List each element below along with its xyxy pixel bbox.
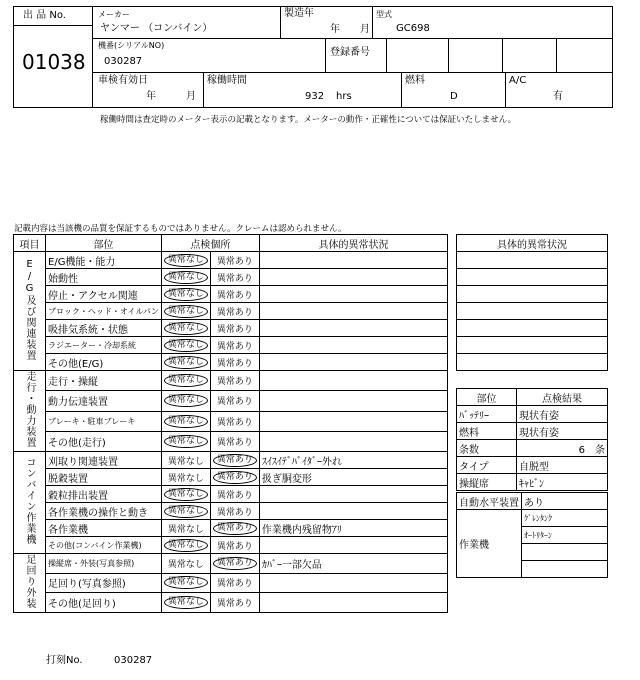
group-label <box>14 252 46 371</box>
group-label <box>14 452 46 554</box>
inspection-table <box>13 234 448 613</box>
lot-number: 01038 <box>22 50 86 74</box>
ok-option <box>161 354 210 371</box>
result-row <box>457 440 608 457</box>
result-header-result: 点検結果 <box>517 389 608 406</box>
part-name: ラジエーター・冷却系統 <box>46 337 162 354</box>
result-value: ｷｬﾋﾞﾝ <box>517 474 608 491</box>
ok-option <box>161 252 210 269</box>
ng-label: 異常あり <box>216 290 253 301</box>
ok-option <box>161 486 210 503</box>
detail-text <box>259 354 447 371</box>
ng-label: 異常あり <box>216 273 253 284</box>
ng-option <box>210 593 259 613</box>
ng-label: 異常あり <box>213 522 257 535</box>
ok-label: 異常なし <box>164 596 208 609</box>
inspection-row <box>14 252 448 269</box>
ok-label: 異常なし <box>164 322 208 335</box>
ng-label: 異常あり <box>216 307 253 318</box>
ok-option <box>161 320 210 337</box>
detail-text <box>259 269 447 286</box>
work-table <box>456 492 608 578</box>
hours-unit: hrs <box>336 91 352 102</box>
auto-level-label: 自動水平装置 <box>457 493 522 510</box>
ng-option <box>210 337 259 354</box>
work-item: ｸﾞﾚﾝﾀﾝｸ <box>522 510 608 527</box>
ok-label: 異常なし <box>164 415 208 428</box>
inspection-row <box>14 391 448 411</box>
part-name: 動力伝達装置 <box>46 391 162 411</box>
inspect-unit: 年 月 <box>146 91 196 102</box>
inspection-row <box>14 469 448 486</box>
right-detail-blank-row <box>457 252 608 269</box>
detail-text <box>259 337 447 354</box>
inspection-row <box>14 269 448 286</box>
ng-label: 異常あり <box>216 256 253 267</box>
ok-label: 異常なし <box>164 576 208 589</box>
fuel-label: 燃料 <box>405 75 425 86</box>
col-detail-header: 具体的異常状況 <box>259 235 447 252</box>
model-label: 型式 <box>376 10 392 19</box>
col-point-header: 点検個所 <box>161 235 259 252</box>
stamp-label: 打刻No. <box>46 655 83 666</box>
detail-text <box>259 486 447 503</box>
group-name: 走行・動力装置 <box>24 371 35 448</box>
right-detail-blank-row <box>457 337 608 354</box>
ok-label: 異常なし <box>164 394 208 407</box>
part-name: 穀粒排出装置 <box>46 486 162 503</box>
detail-text <box>259 573 447 593</box>
serial-value: 030287 <box>104 56 143 67</box>
part-name: 吸排気系統・状態 <box>46 320 162 337</box>
result-row <box>457 406 608 423</box>
ng-label: 異常あり <box>216 541 253 552</box>
ok-option <box>161 303 210 320</box>
part-name: その他(走行) <box>46 431 162 451</box>
part-name: 刈取り関連装置 <box>46 452 162 469</box>
part-name: その他(足回り) <box>46 593 162 613</box>
detail-text <box>259 320 447 337</box>
meter-note: 稼働時間は査定時のメーター表示の記載となります。メーターの動作・正確性については保証いたしません。 <box>100 115 517 125</box>
reg-label: 登録番号 <box>330 47 370 58</box>
detail-text <box>259 286 447 303</box>
ng-option <box>210 503 259 520</box>
part-name: ブレーキ・駐車ブレーキ <box>46 411 162 431</box>
ok-label: 異常なし <box>164 374 208 387</box>
ng-option <box>210 486 259 503</box>
work-label: 作業機 <box>457 510 522 578</box>
ng-option <box>210 520 259 537</box>
ok-option <box>161 391 210 411</box>
ng-option <box>210 269 259 286</box>
group-label <box>14 371 46 452</box>
result-part: 条数 <box>457 440 517 457</box>
quality-note: 記載内容は当該機の品質を保証するものではありません。クレームは認められません。 <box>14 224 347 234</box>
ng-option <box>210 554 259 574</box>
ng-option <box>210 354 259 371</box>
ng-option <box>210 452 259 469</box>
ng-label: 異常あり <box>216 341 253 352</box>
ok-label: 異常なし <box>164 288 208 301</box>
inspection-row <box>14 371 448 391</box>
part-name: 始動性 <box>46 269 162 286</box>
inspect-label: 車検有効日 <box>98 75 148 86</box>
detail-text <box>259 303 447 320</box>
inspection-row <box>14 303 448 320</box>
part-name: 脱穀装置 <box>46 469 162 486</box>
result-value: 6 条 <box>517 440 608 457</box>
col-part-header: 部位 <box>46 235 162 252</box>
ng-option <box>210 469 259 486</box>
ok-option <box>161 573 210 593</box>
detail-text <box>259 431 447 451</box>
ok-option <box>161 537 210 554</box>
inspection-row <box>14 320 448 337</box>
result-value: 自脱型 <box>517 457 608 474</box>
work-item <box>522 561 608 578</box>
ok-label: 異常なし <box>167 473 204 484</box>
inspection-row <box>14 537 448 554</box>
result-part: 操縦席 <box>457 474 517 491</box>
ng-option <box>210 286 259 303</box>
detail-text: 扱ぎ胴変形 <box>259 469 447 486</box>
ng-option <box>210 303 259 320</box>
lot-label: 出 品 No. <box>23 10 66 21</box>
detail-text <box>259 537 447 554</box>
part-name: その他(コンバイン作業機) <box>46 537 162 554</box>
ng-label: 異常あり <box>216 417 253 428</box>
inspect-divider <box>203 72 204 108</box>
year-divider <box>372 6 373 38</box>
maker-divider <box>280 6 281 38</box>
result-part: 燃料 <box>457 423 517 440</box>
result-part: ﾊﾞｯﾃﾘｰ <box>457 406 517 423</box>
ng-option <box>210 411 259 431</box>
inspection-row <box>14 573 448 593</box>
inspection-row <box>14 431 448 451</box>
part-name: 操縦席・外装(写真参照) <box>46 554 162 574</box>
inspection-row <box>14 520 448 537</box>
ok-option <box>161 503 210 520</box>
part-name: 走行・操縦 <box>46 371 162 391</box>
stamp-value: 030287 <box>114 655 153 666</box>
fuel-value: D <box>450 91 458 102</box>
result-row <box>457 474 608 491</box>
result-table <box>456 388 608 491</box>
ok-label: 異常なし <box>164 356 208 369</box>
ok-option <box>161 269 210 286</box>
ac-value: 有 <box>553 91 563 102</box>
detail-text <box>259 411 447 431</box>
ng-option <box>210 431 259 451</box>
right-detail-table <box>456 234 608 371</box>
part-name: 停止・アクセル関連 <box>46 286 162 303</box>
ok-label: 異常なし <box>167 524 204 535</box>
ng-option <box>210 320 259 337</box>
year-unit: 年 月 <box>330 24 370 35</box>
model-value: GC698 <box>396 23 430 34</box>
part-name: E/G機能・能力 <box>46 252 162 269</box>
year-label: 製造年 <box>284 8 314 19</box>
ng-option <box>210 252 259 269</box>
inspection-row <box>14 554 448 574</box>
inspection-row <box>14 337 448 354</box>
group-name: コンバイン作業機 <box>24 457 35 545</box>
work-item: ｵｰﾄﾘﾀｰﾝ <box>522 527 608 544</box>
inspection-row <box>14 593 448 613</box>
auto-level-value: あり <box>522 493 608 510</box>
detail-text <box>259 252 447 269</box>
reg-divider <box>386 38 387 72</box>
detail-text <box>259 391 447 411</box>
ac-label: A/C <box>509 75 527 86</box>
ng-label: 異常あり <box>216 324 253 335</box>
detail-text <box>259 593 447 613</box>
ng-label: 異常あり <box>216 507 253 518</box>
ok-label: 異常なし <box>164 488 208 501</box>
ok-option <box>161 411 210 431</box>
ng-label: 異常あり <box>213 471 257 484</box>
right-detail-blank-row <box>457 320 608 337</box>
result-row <box>457 457 608 474</box>
right-detail-blank-row <box>457 303 608 320</box>
part-name: ブロック・ヘッド・オイルパン <box>46 303 162 320</box>
ng-option <box>210 537 259 554</box>
ng-option <box>210 391 259 411</box>
ok-label: 異常なし <box>164 539 208 552</box>
group-label <box>14 554 46 613</box>
ng-label: 異常あり <box>216 377 253 388</box>
ok-label: 異常なし <box>164 305 208 318</box>
ng-label: 異常あり <box>216 397 253 408</box>
detail-text: ｶﾊﾞｰ一部欠品 <box>259 554 447 574</box>
maker-value: ヤンマー （コンバイン） <box>100 23 213 34</box>
detail-text: ｽｲｽｲﾃﾞﾊﾞｲﾀﾞｰ外れ <box>259 452 447 469</box>
result-part: タイプ <box>457 457 517 474</box>
detail-text: 作業機内残留物ｱﾘ <box>259 520 447 537</box>
ng-option <box>210 573 259 593</box>
header-row-line-2 <box>93 72 613 73</box>
inspection-row <box>14 486 448 503</box>
ok-option <box>161 469 210 486</box>
result-value: 現状有姿 <box>517 406 608 423</box>
ok-label: 異常なし <box>167 559 204 570</box>
inspection-row <box>14 452 448 469</box>
ng-label: 異常あり <box>216 490 253 501</box>
result-header-part: 部位 <box>457 389 517 406</box>
hours-value: 932 <box>305 91 325 102</box>
ng-label: 異常あり <box>216 599 253 610</box>
header-row-line-1 <box>93 38 613 39</box>
ok-option <box>161 520 210 537</box>
result-value: 現状有姿 <box>517 423 608 440</box>
ng-label: 異常あり <box>216 358 253 369</box>
ok-label: 異常なし <box>164 271 208 284</box>
ng-label: 異常あり <box>216 579 253 590</box>
result-row <box>457 423 608 440</box>
ok-option <box>161 452 210 469</box>
ng-label: 異常あり <box>213 557 257 570</box>
group-name: E/G及び関連装置 <box>24 258 35 361</box>
maker-label: メーカー <box>98 10 130 19</box>
ok-option <box>161 554 210 574</box>
group-name: 足回り外装 <box>24 554 35 609</box>
inspection-row <box>14 503 448 520</box>
lot-label-divider <box>13 25 93 26</box>
ok-label: 異常なし <box>164 505 208 518</box>
part-name: 各作業機 <box>46 520 162 537</box>
reg-box-1 <box>448 38 449 72</box>
right-detail-blank-row <box>457 269 608 286</box>
work-item <box>522 544 608 561</box>
ok-label: 異常なし <box>167 456 204 467</box>
ok-label: 異常なし <box>164 435 208 448</box>
ng-label: 異常あり <box>216 437 253 448</box>
right-detail-blank-row <box>457 286 608 303</box>
ok-option <box>161 593 210 613</box>
serial-label: 機番(シリアルNO) <box>98 41 165 50</box>
ok-option <box>161 431 210 451</box>
right-detail-header: 具体的異常状況 <box>457 235 608 252</box>
detail-text <box>259 503 447 520</box>
ok-option <box>161 286 210 303</box>
ng-label: 異常あり <box>213 454 257 467</box>
fuel-divider <box>505 72 506 108</box>
part-name: 各作業機の操作と動き <box>46 503 162 520</box>
ok-label: 異常なし <box>164 254 208 267</box>
col-item-header: 項目 <box>14 235 46 252</box>
ok-option <box>161 337 210 354</box>
detail-text <box>259 371 447 391</box>
part-name: その他(E/G) <box>46 354 162 371</box>
right-detail-blank-row <box>457 354 608 371</box>
part-name: 足回り(写真参照) <box>46 573 162 593</box>
inspection-row <box>14 354 448 371</box>
hours-label: 稼働時間 <box>207 75 247 86</box>
inspection-row <box>14 286 448 303</box>
ok-option <box>161 371 210 391</box>
reg-box-2 <box>502 38 503 72</box>
ng-option <box>210 371 259 391</box>
serial-divider <box>325 38 326 72</box>
inspection-row <box>14 411 448 431</box>
hours-divider <box>401 72 402 108</box>
ok-label: 異常なし <box>164 339 208 352</box>
reg-box-3 <box>556 38 557 72</box>
